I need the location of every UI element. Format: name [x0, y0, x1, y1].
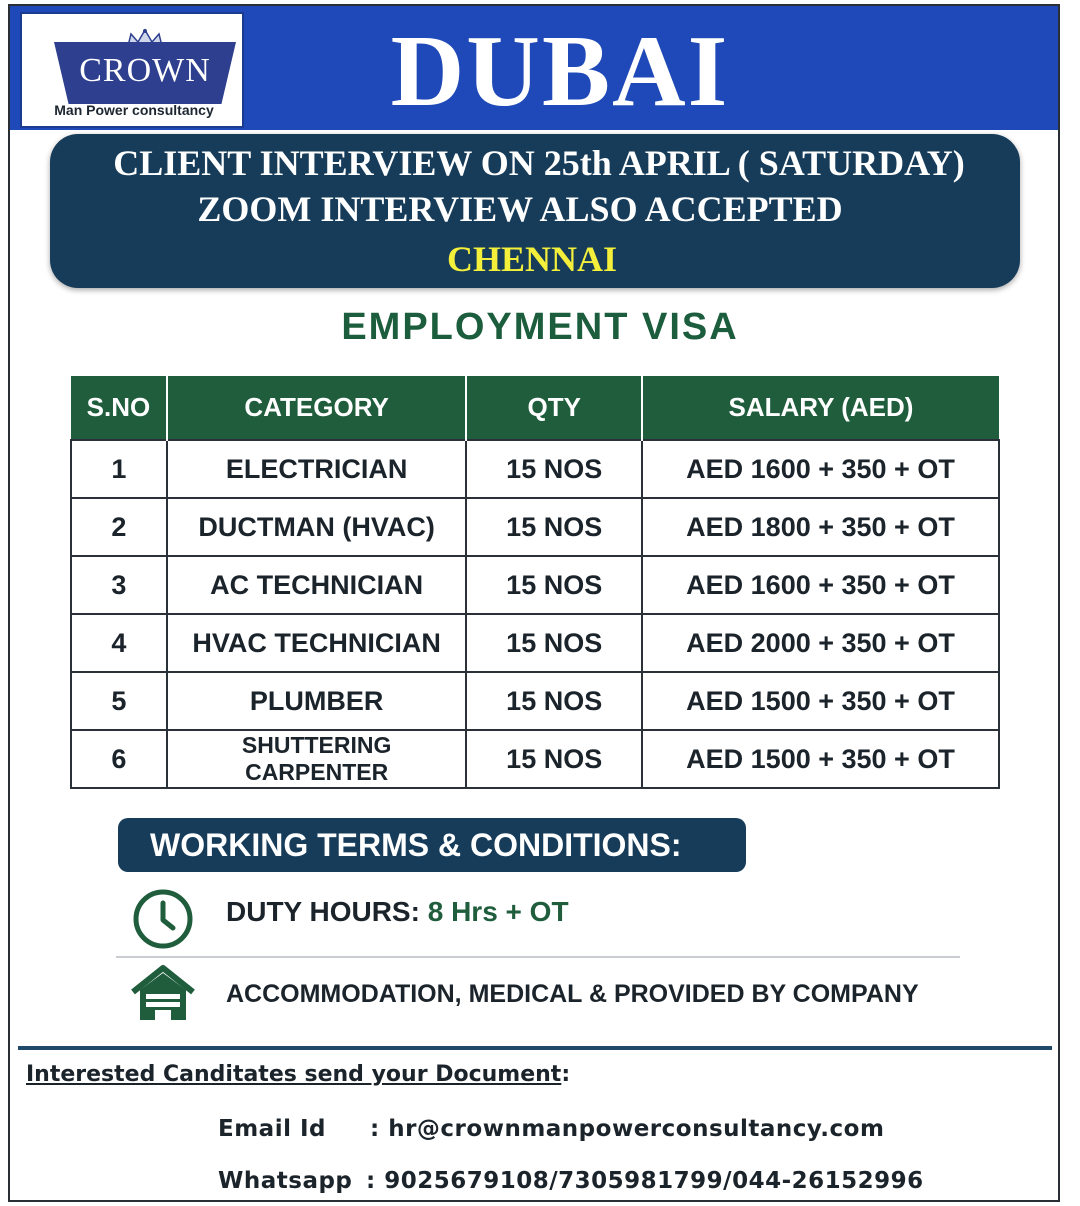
separator [116, 956, 960, 958]
table-row [71, 730, 999, 788]
contact-intro [26, 1062, 570, 1087]
interview-banner [50, 134, 1020, 288]
house-icon [130, 964, 196, 1022]
visa-title: EMPLOYMENT VISA [341, 306, 739, 348]
cell-qty: 15 NOS [466, 614, 642, 672]
email-value[interactable]: : hr@crownmanpowerconsultancy.com [370, 1116, 885, 1142]
cell-salary: AED 1500 + 350 + OT [642, 672, 999, 730]
cell-category: HVAC TECHNICIAN [167, 614, 467, 672]
footer-divider [18, 1046, 1052, 1050]
duty-value: 8 Hrs + OT [427, 896, 569, 927]
whatsapp-label: Whatsapp [218, 1168, 353, 1194]
table-row [71, 498, 999, 556]
cell-qty: 15 NOS [466, 672, 642, 730]
interview-city: CHENNAI [446, 239, 617, 279]
table-row [71, 440, 999, 498]
header-sno: S.NO [71, 376, 167, 440]
contact-intro-colon: : [561, 1062, 571, 1087]
location-title: DUBAI [390, 15, 730, 128]
cell-category: DUCTMAN (HVAC) [167, 498, 467, 556]
cell-category: ELECTRICIAN [167, 440, 467, 498]
table-header-row [71, 376, 999, 440]
cell-sno: 2 [71, 498, 167, 556]
cell-sno: 3 [71, 556, 167, 614]
jobs-table [70, 376, 1000, 789]
cell-category: SHUTTERING CARPENTER [167, 730, 467, 788]
header-salary: SALARY (AED) [642, 376, 999, 440]
company-logo [20, 12, 244, 128]
cell-salary: AED 1800 + 350 + OT [642, 498, 999, 556]
cell-qty: 15 NOS [466, 730, 642, 788]
email-row [218, 1116, 884, 1142]
cell-salary: AED 1600 + 350 + OT [642, 440, 999, 498]
header-qty: QTY [466, 376, 642, 440]
cell-category: PLUMBER [167, 672, 467, 730]
table-row [71, 614, 999, 672]
whatsapp-row [218, 1168, 924, 1194]
cell-salary: AED 2000 + 350 + OT [642, 614, 999, 672]
table-row [71, 556, 999, 614]
cell-sno: 4 [71, 614, 167, 672]
logo-subtitle: Man Power consultancy [54, 102, 214, 118]
cell-sno: 1 [71, 440, 167, 498]
table-row [71, 672, 999, 730]
cell-sno: 5 [71, 672, 167, 730]
clock-icon [132, 888, 194, 950]
interview-date: CLIENT INTERVIEW ON 25th APRIL ( SATURDAY) [113, 143, 965, 183]
whatsapp-value[interactable]: : 9025679108/7305981799/044-26152996 [366, 1168, 924, 1194]
email-label: Email Id [218, 1116, 326, 1142]
cell-salary: AED 1500 + 350 + OT [642, 730, 999, 788]
cell-qty: 15 NOS [466, 556, 642, 614]
contact-intro-text: Interested Canditates send your Document [26, 1062, 562, 1087]
duty-label: DUTY HOURS: [226, 896, 428, 927]
duty-hours [226, 896, 569, 928]
terms-heading: WORKING TERMS & CONDITIONS: [118, 818, 746, 872]
cell-qty: 15 NOS [466, 440, 642, 498]
cell-category: AC TECHNICIAN [167, 556, 467, 614]
zoom-note: ZOOM INTERVIEW ALSO ACCEPTED [197, 189, 843, 229]
header-category: CATEGORY [167, 376, 467, 440]
logo-text: CROWN [79, 52, 211, 89]
cell-qty: 15 NOS [466, 498, 642, 556]
accommodation-note: ACCOMMODATION, MEDICAL & PROVIDED BY COMPANY [226, 980, 919, 1008]
cell-sno: 6 [71, 730, 167, 788]
cell-salary: AED 1600 + 350 + OT [642, 556, 999, 614]
